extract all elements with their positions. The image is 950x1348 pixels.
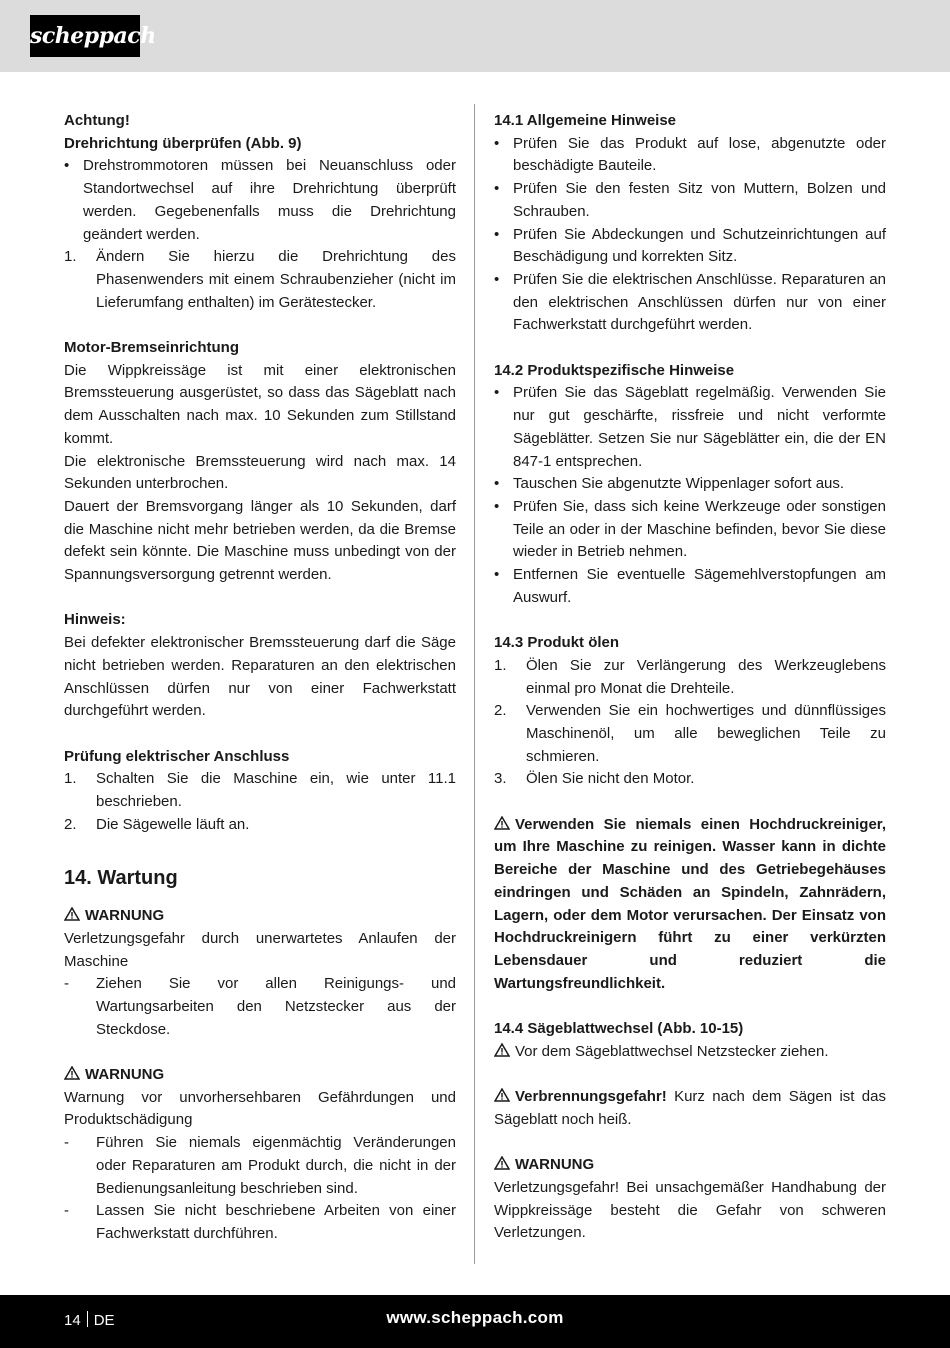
paragraph: Bei defekter elektronischer Bremssteuerung darf die Säge nicht betrieben werden. Reparaturen an den elektrischen Anschlüssen dürfen nur von einer Fachwerkstatt durchgeführt werden.: [64, 634, 456, 720]
list-item: • Prüfen Sie die elektrischen Anschlüsse. Reparaturen an den elektrischen Anschlüssen dürfen nur von einer Fachwerkstatt durchgeführt werden.: [494, 270, 886, 334]
paragraph: Verbrennungsgefahr! Kurz nach dem Sägen ist das Sägeblatt noch heiß.: [494, 1088, 886, 1128]
warning-label: WARNUNG: [64, 905, 456, 928]
brand-logo: scheppach: [30, 15, 140, 57]
warning-triangle-icon: [494, 816, 510, 830]
list-item: 1. Schalten Sie die Maschine ein, wie unter 11.1 beschrieben.: [64, 770, 456, 811]
list-item: 1. Ändern Sie hierzu die Drehrichtung des Phasenwenders mit einem Schraubenzieher (nicht im Lieferumfang enthalten) im Gerätestecker.: [64, 248, 456, 311]
list-item: • Entfernen Sie eventuelle Sägemehlverstopfungen am Auswurf.: [494, 566, 886, 606]
subsection-title: 14.4 Sägeblattwechsel (Abb. 10-15): [494, 1020, 744, 1038]
list-item: • Prüfen Sie Abdeckungen und Schutzeinrichtungen auf Beschädigung und korrekten Sitz.: [494, 225, 886, 266]
warning-triangle-icon: [494, 1156, 510, 1170]
page-footer: [0, 1295, 950, 1348]
list-item: • Prüfen Sie das Sägeblatt regelmäßig. Verwenden Sie nur gut geschärfte, rissfreie und nicht verformte Sägeblätter. Setzen Sie nur Sägeblätter ein, die der EN 847-1 entsprechen.: [494, 384, 886, 470]
column-divider: [474, 104, 475, 1264]
paragraph: Warnung vor unvorhersehbaren Gefährdungen und Produktschädigung: [64, 1088, 456, 1129]
list-item: 2. Verwenden Sie ein hochwertiges und dünnflüssiges Maschinenöl, um alle beweglichen Teile zu schmieren.: [494, 702, 886, 765]
hochdruck-warning: Verwenden Sie niemals einen Hochdruckreiniger, um Ihre Maschine zu reinigen. Wasser kann in dichte Bereiche der Maschine und des Getriebegehäuses eindringen und Schäden an Spindeln, Zahnrädern, Lagern, oder dem Motor verursachen. Der Einsatz von Hochdruckreinigern führt zu einer verkürzten Lebensdauer und reduziert die Wartungsfreundlichkeit.: [494, 815, 886, 992]
website-url: www.scheppach.com: [386, 1308, 564, 1327]
list-item: • Prüfen Sie den festen Sitz von Muttern, Bolzen und Schrauben.: [494, 180, 886, 220]
page-header: [0, 0, 950, 72]
paragraph: Verletzungsgefahr durch unerwartetes Anlaufen der Maschine: [64, 929, 456, 970]
list-item: • Tauschen Sie abgenutzte Wippenlager sofort aus.: [494, 475, 845, 493]
list-item: 2. Die Sägewelle läuft an.: [64, 815, 250, 833]
drehrichtung-title: Drehrichtung überprüfen (Abb. 9): [64, 134, 302, 152]
warning-triangle-icon: [494, 1043, 510, 1057]
list-item: • Drehstrommotoren müssen bei Neuanschluss oder Standortwechsel auf ihre Drehrichtung überprüft werden. Gegebenenfalls muss die Drehrichtung geändert werden.: [64, 157, 456, 243]
warning-label: WARNUNG: [494, 1154, 886, 1177]
section-heading: 14. Wartung: [64, 867, 178, 890]
list-item: • Prüfen Sie das Produkt auf lose, abgenutzte oder beschädigte Bauteile.: [494, 134, 886, 175]
subsection-title: 14.1 Allgemeine Hinweise: [494, 112, 677, 129]
achtung-label: Achtung!: [64, 112, 130, 129]
warning-triangle-icon: [64, 1066, 80, 1080]
paragraph: Die elektronische Bremssteuerung wird nach max. 14 Sekunden unterbrochen.: [64, 452, 456, 493]
right-column: [494, 110, 886, 1245]
list-item: 3. Ölen Sie nicht den Motor.: [494, 770, 695, 788]
list-item: - Lassen Sie nicht beschriebene Arbeiten von einer Fachwerkstatt durchführen.: [64, 1202, 456, 1242]
paragraph: Vor dem Sägeblattwechsel Netzstecker ziehen.: [494, 1041, 886, 1064]
paragraph: Verletzungsgefahr! Bei unsachgemäßer Handhabung der Wippkreissäge besteht die Gefahr von schweren Verletzungen.: [494, 1178, 886, 1242]
hinweis-title: Hinweis:: [64, 611, 126, 629]
page-number: 14 DE: [64, 1312, 115, 1329]
warning-triangle-icon: [494, 1088, 510, 1102]
warning-label: WARNUNG: [64, 1064, 456, 1087]
list-item: 1. Ölen Sie zur Verlängerung des Werkzeuglebens einmal pro Monat die Drehteile.: [494, 656, 886, 697]
verbrennung-label: Verbrennungsgefahr!: [515, 1088, 667, 1106]
pruefung-title: Prüfung elektrischer Anschluss: [64, 747, 290, 765]
subsection-title: 14.3 Produkt ölen: [494, 634, 620, 652]
left-column: [64, 110, 456, 1246]
warning-triangle-icon: [64, 907, 80, 921]
bremse-title: Motor-Bremseinrichtung: [64, 339, 240, 357]
list-item: - Ziehen Sie vor allen Reinigungs- und Wartungsarbeiten den Netzstecker aus der Steckdose.: [64, 975, 456, 1038]
paragraph: Dauert der Bremsvorgang länger als 10 Sekunden, darf die Maschine nicht mehr betrieben werden, da die Bremse defekt sein könnte. Die Maschine muss unbedingt von der Spannungsversorgung getrennt werden.: [64, 497, 456, 584]
list-item: • Prüfen Sie, dass sich keine Werkzeuge oder sonstigen Teile an oder in der Maschine befinden, bevor Sie diese wieder in Betrieb nehmen.: [494, 497, 886, 561]
list-item: - Führen Sie niemals eigenmächtig Veränderungen oder Reparaturen am Produkt durch, die nicht in der Bedienungsanleitung beschrieben sind.: [64, 1134, 456, 1197]
paragraph: Die Wippkreissäge ist mit einer elektronischen Bremssteuerung ausgerüstet, so dass das Sägeblatt nach dem Ausschalten nach max. 10 Sekunden zum Stillstand kommt.: [64, 361, 456, 447]
subsection-title: 14.2 Produktspezifische Hinweise: [494, 361, 735, 379]
